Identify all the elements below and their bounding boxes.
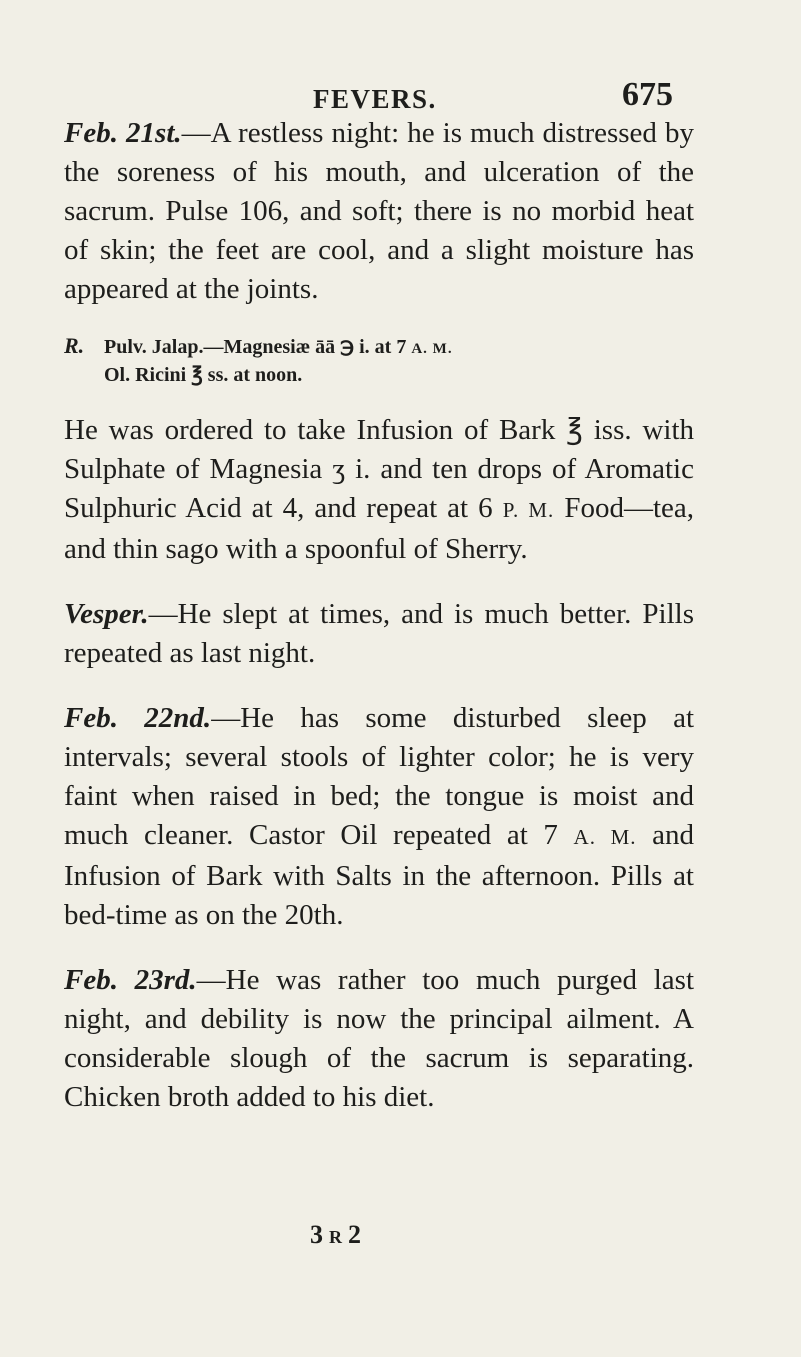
paragraph-feb-23 xyxy=(64,961,694,1117)
signature-mark: 3R2 xyxy=(310,1220,367,1249)
entry-date: Feb. 21st. xyxy=(64,117,182,149)
entry-text-2: and Infusion of Bark with Salts in the afternoon. Pills at bed-time as on the 20th. xyxy=(64,819,695,931)
entry-date: Feb. 22nd. xyxy=(64,702,212,734)
prescription-text-1: Pulv. Jalap.—Magnesiæ āā ℈ i. at 7 xyxy=(104,336,407,358)
orders-text-2: Food—tea, and thin sago with a spoonful of Sherry. xyxy=(64,492,695,565)
entry-time: A. M. xyxy=(573,825,637,849)
orders-text-1: He was ordered to take Infusion of Bark ℥ iss. with Sulphate of Magnesia ʒ i. and ten drops of Aromatic Sulphuric Acid at 4, and repeat at 6 xyxy=(64,414,694,524)
page-number: 675 xyxy=(622,76,673,113)
running-head xyxy=(0,76,801,116)
entry-date: Vesper. xyxy=(64,598,149,630)
running-title: FEVERS. xyxy=(313,84,437,114)
prescription-time: A. M. xyxy=(411,341,453,357)
entry-text: —He slept at times, and is much better. Pills repeated as last night. xyxy=(64,598,694,669)
orders-time: P. M. xyxy=(502,498,555,522)
entry-text: —He was rather too much purged last night, and debility is now the principal ailment. A considerable slough of the sacrum is separating. Chicken broth added to his diet. xyxy=(64,964,694,1113)
paragraph-orders xyxy=(64,411,694,569)
body-text xyxy=(64,114,694,1117)
entry-text-1: —He has some disturbed sleep at intervals; several stools of lighter color; he is very faint when raised in bed; the tongue is moist and much cleaner. Castor Oil repeated at 7 xyxy=(64,702,694,851)
paragraph-vesper xyxy=(64,595,694,673)
entry-text: —A restless night: he is much distressed by the soreness of his mouth, and ulceration of the sacrum. Pulse 106, and soft; there is no morbid heat of skin; the feet are cool, and a slight moisture has appeared at the joints. xyxy=(64,117,694,305)
rx-symbol: R. xyxy=(64,333,85,358)
prescription xyxy=(64,333,694,388)
prescription-line-1 xyxy=(64,333,694,362)
entry-date: Feb. 23rd. xyxy=(64,964,197,996)
paragraph-feb-22 xyxy=(64,699,694,935)
prescription-line-2: Ol. Ricini ℥ ss. at noon. xyxy=(104,364,303,386)
paragraph-feb-21 xyxy=(64,114,694,309)
